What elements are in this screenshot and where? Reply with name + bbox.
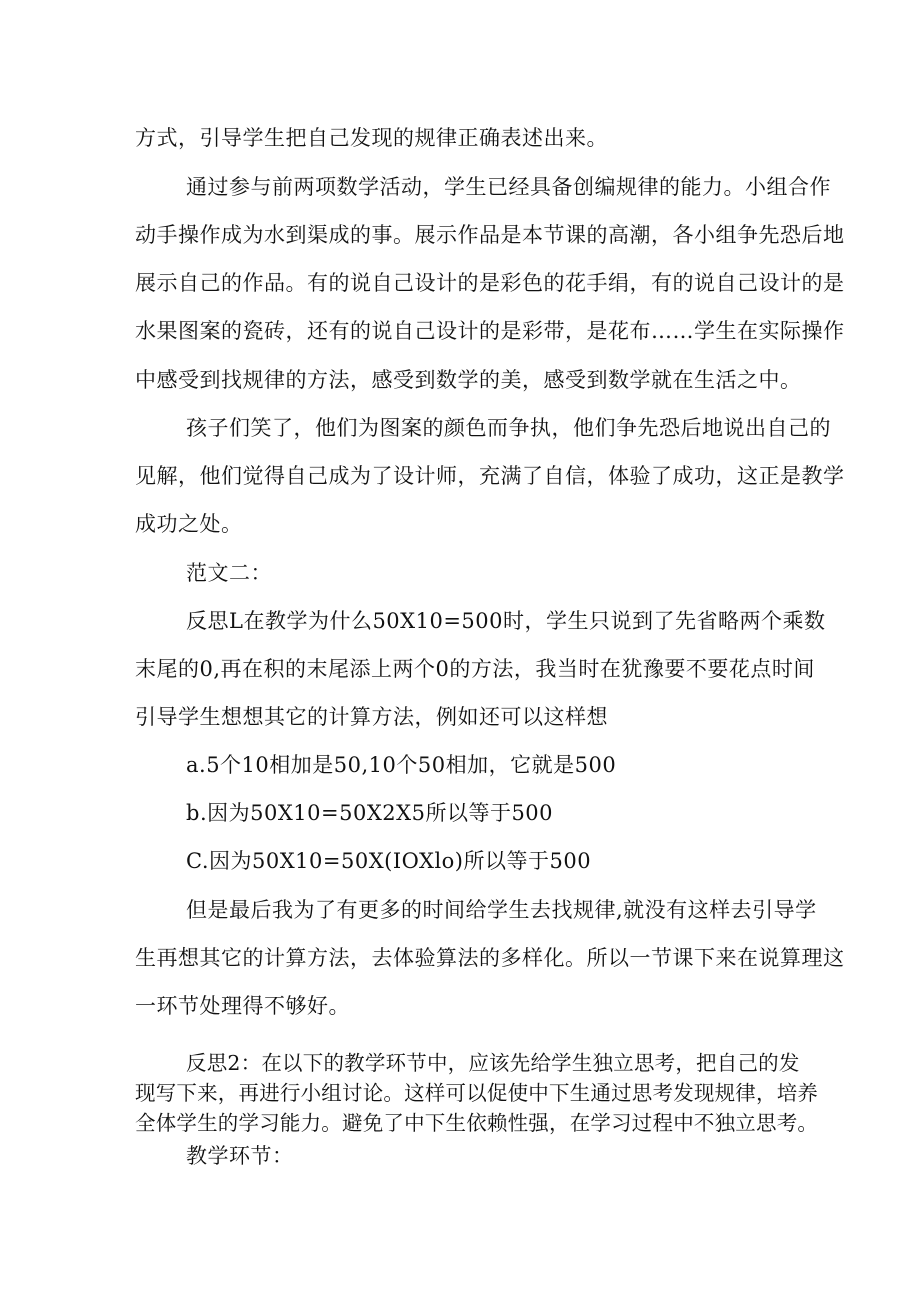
text-line: 一环节处理得不够好。 [135,994,350,1018]
paragraph-first-line: 孩子们笑了，他们为图案的颜色而争执，他们争先恐后地说出自己的 [186,416,831,440]
text-line: 末尾的0,再在积的末尾添上两个0的方法，我当时在犹豫要不要花点时间 [135,657,815,681]
paragraph-first-line: 反思L在教学为什么50X10=500时，学生只说到了先省略两个乘数 [186,609,826,633]
text-line: 见解，他们觉得自己成为了设计师，充满了自信，体验了成功，这正是教学 [135,464,845,488]
list-item: a.5个10相加是50,10个50相加，它就是500 [186,753,617,777]
list-item: C.因为50X10=50X(IOXlo)所以等于500 [186,849,592,873]
text-line: 中感受到找规律的方法，感受到数学的美，感受到数学就在生活之中。 [135,368,802,392]
section-heading: 教学环节： [186,1144,294,1168]
list-item: b.因为50X10=50X2X5所以等于500 [186,801,554,825]
text-line: 现写下来，再进行小组讨论。这样可以促使中下生通过思考发现规律，培养 [135,1081,819,1105]
text-line: 全体学生的学习能力。避免了中下生依赖性强，在学习过程中不独立思考。 [135,1111,819,1135]
text-line: 展示自己的作品。有的说自己设计的是彩色的花手绢，有的说自己设计的是 [135,271,845,295]
text-line: 方式，引导学生把自己发现的规律正确表述出来。 [135,126,608,150]
text-line: 引导学生想想其它的计算方法，例如还可以这样想 [135,705,608,729]
text-line: 水果图案的瓷砖，还有的说自己设计的是彩带，是花布……学生在实际操作 [135,319,845,343]
text-line: 动手操作成为水到渠成的事。展示作品是本节课的高潮，各小组争先恐后地 [135,223,845,247]
text-line: 生再想其它的计算方法，去体验算法的多样化。所以一节课下来在说算理这 [135,946,845,970]
text-line: 成功之处。 [135,512,243,536]
paragraph-first-line: 反思2：在以下的教学环节中，应该先给学生独立思考，把自己的发 [186,1051,800,1075]
section-heading: 范文二： [186,561,272,585]
paragraph-first-line: 通过参与前两项数学活动，学生已经具备创编规律的能力。小组合作 [186,175,831,199]
paragraph-first-line: 但是最后我为了有更多的时间给学生去找规律,就没有这样去引导学 [186,898,817,922]
